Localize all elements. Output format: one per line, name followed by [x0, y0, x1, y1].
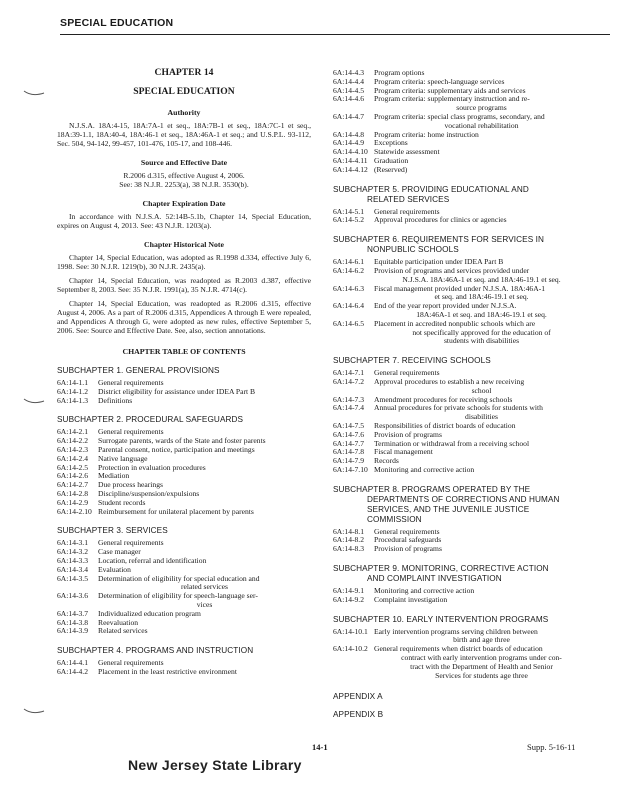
expiration-heading: Chapter Expiration Date: [142, 199, 226, 208]
toc-entry: 6A:14-7.8 Fiscal management: [333, 447, 433, 457]
subchapter-2-title: SUBCHAPTER 2. PROCEDURAL SAFEGUARDS: [57, 415, 244, 425]
toc-entry: 6A:14-4.6 Program criteria: supplementary instruction and re- source programs: [333, 94, 530, 113]
toc-entry: 6A:14-3.1 General requirements: [57, 538, 164, 548]
toc-entry: 6A:14-4.10 Statewide assessment: [333, 147, 440, 157]
toc-entry: 6A:14-2.7 Due process hearings: [57, 480, 163, 490]
toc-entry: 6A:14-6.1 Equitable participation under IDEA Part B: [333, 257, 504, 267]
subchapter-5-title: SUBCHAPTER 5. PROVIDING EDUCATIONAL AND RELATED SERVICES: [333, 184, 529, 204]
toc-entry: 6A:14-7.1 General requirements: [333, 368, 440, 378]
chapter-title: SPECIAL EDUCATION: [133, 86, 235, 97]
source-heading: Source and Effective Date: [140, 158, 228, 167]
toc-entry: 6A:14-2.4 Native language: [57, 453, 148, 463]
toc-entry: 6A:14-6.5 Placement in accredited nonpublic schools which are not specifically approved for the education of students with disabilities: [333, 318, 551, 346]
toc-entry: 6A:14-2.6 Mediation: [57, 471, 130, 481]
toc-entry: 6A:14-8.2 Procedural safeguards: [333, 535, 442, 545]
toc-entry: 6A:14-8.1 General requirements: [333, 526, 440, 536]
subchapter-3-list: [57, 539, 311, 636]
toc-entry: 6A:14-8.3 Provision of programs: [333, 544, 442, 554]
toc-entry: 6A:14-2.1 General requirements: [57, 427, 164, 437]
source-text-2: See: 38 N.J.R. 2253(a), 38 N.J.R. 3530(b).: [119, 180, 249, 189]
toc-entry: 6A:14-7.6 Provision of programs: [333, 429, 442, 439]
subchapter-4-continued-list: [333, 69, 589, 175]
toc-entry: 6A:14-3.3 Location, referral and identification: [57, 555, 207, 565]
toc-entry: 6A:14-4.4 Program criteria: speech-language services: [333, 76, 505, 86]
toc-entry: 6A:14-2.9 Student records: [57, 497, 146, 507]
toc-entry: 6A:14-3.2 Case manager: [57, 547, 141, 557]
subchapter-2-list: [57, 428, 311, 516]
subchapter-10-list: [333, 628, 589, 681]
toc-entry: 6A:14-4.9 Exceptions: [333, 138, 408, 148]
header-rule: [60, 34, 610, 35]
toc-entry: 6A:14-9.1 Monitoring and corrective action: [333, 586, 475, 596]
toc-entry: 6A:14-4.11 Graduation: [333, 155, 409, 165]
toc-entry: 6A:14-10.2 General requirements when district boards of education contract with early intervention programs under con- tract with the Department of Health and Senior Services for students age three: [333, 644, 562, 680]
toc-entry: 6A:14-2.2 Surrogate parents, wards of the State and foster parents: [57, 436, 266, 446]
toc-entry: 6A:14-3.6 Determination of eligibility for speech-language ser- vices: [57, 591, 258, 609]
toc-entry: 6A:14-4.1 General requirements: [57, 658, 164, 668]
subchapter-6-title: SUBCHAPTER 6. REQUIREMENTS FOR SERVICES IN NONPUBLIC SCHOOLS: [333, 235, 545, 255]
subchapter-9-list: [333, 587, 589, 605]
supplement-date: Supp. 5-16-11: [527, 742, 576, 752]
subchapter-8-list: [333, 528, 589, 554]
toc-entry: 6A:14-7.7 Termination or withdrawal from a receiving school: [333, 438, 530, 448]
authority-heading: Authority: [167, 108, 201, 117]
toc-entry: 6A:14-2.10 Reimbursement for unilateral placement by parents: [57, 506, 254, 516]
subchapter-1-title: SUBCHAPTER 1. GENERAL PROVISIONS: [57, 366, 220, 375]
subchapter-4-list: [57, 659, 311, 677]
toc-entry: 6A:14-4.3 Program options: [333, 68, 425, 77]
toc-entry: 6A:14-3.8 Reevaluation: [57, 617, 139, 627]
subchapter-1-list: [57, 379, 311, 405]
toc-entry: 6A:14-10.1 Early intervention programs serving children between birth and age three: [333, 626, 538, 645]
toc-entry: 6A:14-7.3 Amendment procedures for receiving schools: [333, 394, 513, 404]
history-heading: Chapter Historical Note: [144, 240, 224, 249]
toc-entry: 6A:14-1.3 Definitions: [57, 395, 133, 405]
toc-entry: 6A:14-5.1 General requirements: [333, 206, 440, 216]
margin-mark-icon: [22, 394, 46, 408]
source-text-1: R.2006 d.315, effective August 4, 2006.: [123, 171, 245, 180]
toc-entry: 6A:14-6.2 Provision of programs and services provided under N.J.S.A. 18A:46A-1 et seq. and 18A:46-19.1 et seq.: [333, 265, 561, 284]
authority-text: N.J.S.A. 18A:4-15, 18A:7A-1 et seq., 18A:7B-1 et seq., 18A:7C-1 et seq., 18A:39-1.1, 18A:40-4, 18A:46-1 et seq., 18A:46A-1 et seq.; and U.S.P.L. 93-112, Sec. 504, 94-142, 99-457, 101-476, 105-17, and 108-446.: [57, 121, 311, 148]
toc-entry: 6A:14-1.2 District eligibility for assistance under IDEA Part B: [57, 386, 256, 396]
toc-entry: 6A:14-4.2 Placement in the least restrictive environment: [57, 666, 237, 676]
history-note-3: Chapter 14, Special Education, was readopted as R.2006 d.315, effective August 4, 2006. As a part of R.2006 d.315, Appendices A through E were repealed, and Appendices A through G, were adopted as new rules, effective September 5, 2006. See: Source and Effective Date. See, also, section annotations.: [57, 299, 311, 335]
chapter-number: CHAPTER 14: [154, 67, 214, 78]
subchapter-4-title: SUBCHAPTER 4. PROGRAMS AND INSTRUCTION: [57, 646, 254, 656]
running-header: SPECIAL EDUCATION: [60, 17, 174, 29]
subchapter-6-list: [333, 258, 589, 346]
toc-entry: 6A:14-1.1 General requirements: [57, 378, 164, 387]
toc-entry: 6A:14-7.5 Responsibilities of district boards of education: [333, 420, 516, 430]
subchapter-5-list: [333, 208, 589, 226]
toc-entry: 6A:14-2.5 Protection in evaluation procedures: [57, 462, 206, 472]
toc-entry: 6A:14-2.8 Discipline/suspension/expulsions: [57, 488, 200, 498]
toc-entry: 6A:14-2.3 Parental consent, notice, participation and meetings: [57, 444, 255, 454]
subchapter-8-title: SUBCHAPTER 8. PROGRAMS OPERATED BY THE DEPARTMENTS OF CORRECTIONS AND HUMAN SERVICES, AND THE JUVENILE JUSTICE COMMISSION: [333, 484, 560, 524]
toc-entry: 6A:14-7.2 Approval procedures to establish a new receiving school: [333, 376, 525, 395]
toc-entry: 6A:14-9.2 Complaint investigation: [333, 594, 448, 604]
history-note-1: Chapter 14, Special Education, was adopted as R.1998 d.334, effective July 6, 1998. See: 30 N.J.R. 1219(b), 30 N.J.R. 2435(a).: [57, 253, 311, 271]
toc-entry: 6A:14-3.7 Individualized education program: [57, 608, 201, 618]
toc-entry: 6A:14-3.5 Determination of eligibility for special education and related services: [57, 573, 260, 592]
library-stamp: New Jersey State Library: [128, 757, 302, 773]
toc-entry: 6A:14-6.3 Fiscal management provided under N.J.S.A. 18A:46A-1 et seq. and 18A:46-19.1 et seq.: [333, 283, 546, 302]
toc-entry: 6A:14-3.4 Evaluation: [57, 564, 131, 574]
toc-entry: 6A:14-5.2 Approval procedures for clinics or agencies: [333, 215, 507, 225]
appendix-a: APPENDIX A: [333, 692, 383, 702]
toc-entry: 6A:14-7.10 Monitoring and corrective action: [333, 464, 475, 474]
subchapter-7-title: SUBCHAPTER 7. RECEIVING SCHOOLS: [333, 356, 491, 366]
toc-entry: 6A:14-3.9 Related services: [57, 626, 148, 636]
subchapter-7-list: [333, 369, 589, 475]
toc-entry: 6A:14-4.12 (Reserved): [333, 164, 408, 174]
left-column: [57, 68, 311, 677]
toc-entry: 6A:14-7.4 Annual procedures for private schools for students with disabilities: [333, 403, 543, 422]
toc-entry: 6A:14-6.4 End of the year report provided under N.J.S.A. 18A:46A-1 et seq. and 18A:46-19.1 et seq.: [333, 301, 547, 319]
right-column: [333, 69, 589, 723]
toc-heading: CHAPTER TABLE OF CONTENTS: [122, 347, 246, 356]
expiration-text: In accordance with N.J.S.A. 52:14B-5.1b, Chapter 14, Special Education, expires on August 4, 2013. See: 43 N.J.R. 1203(a).: [57, 212, 311, 230]
subchapter-9-title: SUBCHAPTER 9. MONITORING, CORRECTIVE ACTION AND COMPLAINT INVESTIGATION: [333, 564, 549, 584]
margin-mark-icon: [22, 704, 46, 718]
toc-entry: 6A:14-4.5 Program criteria: supplementary aids and services: [333, 85, 526, 95]
toc-entry: 6A:14-7.9 Records: [333, 456, 399, 466]
subchapter-3-title: SUBCHAPTER 3. SERVICES: [57, 526, 168, 536]
appendix-b: APPENDIX B: [333, 710, 384, 720]
history-note-2: Chapter 14, Special Education, was readopted as R.2003 d.387, effective September 8, 2003. See: 35 N.J.R. 1991(a), 35 N.J.R. 4714(c).: [57, 276, 311, 294]
subchapter-10-title: SUBCHAPTER 10. EARLY INTERVENTION PROGRAMS: [333, 614, 549, 624]
page-number: 14-1: [312, 742, 328, 752]
toc-entry: 6A:14-4.8 Program criteria: home instruction: [333, 129, 479, 139]
margin-mark-icon: [22, 86, 46, 100]
toc-entry: 6A:14-4.7 Program criteria: special class programs, secondary, and vocational rehabilitation: [333, 111, 545, 130]
